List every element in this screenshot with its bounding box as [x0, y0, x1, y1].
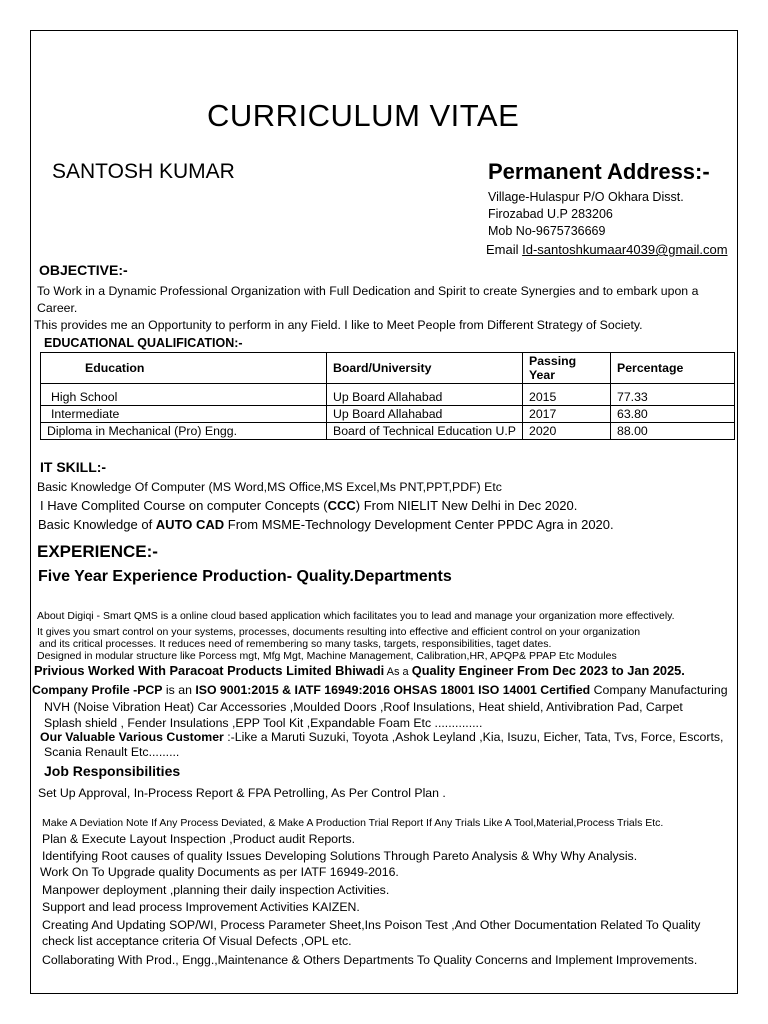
education-table: [40, 352, 735, 440]
column-header: Board/University: [327, 353, 523, 384]
document-title: CURRICULUM VITAE: [207, 98, 520, 133]
company-about: and its critical processes. It reduces need of remembering so many tasks, targets, responsibilities, taget dates.: [39, 638, 552, 650]
company-about: About Digiqi - Smart QMS is a online cloud based application which facilitates you to lead and manage your organization more effectively.: [37, 610, 675, 622]
table-cell: 88.00: [611, 423, 735, 440]
candidate-name: SANTOSH KUMAR: [52, 160, 235, 183]
column-header: Education: [41, 353, 327, 384]
email-label: Email: [486, 242, 523, 257]
company-profile-text: Splash shield , Fender Insulations ,EPP Tool Kit ,Expandable Foam Etc ..............: [44, 716, 483, 730]
it-skill-heading: IT SKILL:-: [40, 459, 107, 475]
email-address: Id-santoshkumaar4039@gmail.com: [522, 242, 728, 257]
job-responsibilities-heading: Job Responsibilities: [44, 763, 181, 779]
table-cell: 77.33: [611, 384, 735, 406]
table-cell: 2017: [523, 406, 611, 423]
table-cell: Up Board Allahabad: [327, 406, 523, 423]
list-item: Manpower deployment ,planning their daily inspection Activities.: [42, 883, 390, 897]
customers-line: Our Valuable Various Customer :-Like a Maruti Suzuki, Toyota ,Ashok Leyland ,Kia, Isuzu, Eicher, Tata, Tvs, Force, Escorts,: [40, 730, 724, 744]
column-header: Percentage: [611, 353, 735, 384]
company-about: Designed in modular structure like Porcess mgt, Mfg Mgt, Machine Management, Calibration,HR, APQP& PPAP Etc Modules: [37, 650, 617, 662]
list-item: Set Up Approval, In-Process Report & FPA Petrolling, As Per Control Plan .: [38, 786, 446, 800]
list-item: Collaborating With Prod., Engg.,Maintenance & Others Departments To Quality Concerns and Implement Improvements.: [42, 953, 698, 967]
list-item: check list acceptance criteria Of Visual Defects ,OPL etc.: [42, 934, 352, 948]
it-skill-line: Basic Knowledge of AUTO CAD From MSME-Technology Development Center PPDC Agra in 2020.: [38, 517, 614, 532]
customers-line: Scania Renault Etc.........: [44, 745, 180, 759]
list-item: Creating And Updating SOP/WI, Process Parameter Sheet,Ins Poison Test ,And Other Documentation Related To Quality: [42, 918, 701, 932]
objective-text: This provides me an Opportunity to perform in any Field. I like to Meet People from Different Strategy of Society.: [34, 318, 643, 332]
table-cell: 2020: [523, 423, 611, 440]
company-profile-text: NVH (Noise Vibration Heat) Car Accessories ,Moulded Doors ,Roof Insulations, Heat shield, Antivibration Pad, Carpet: [44, 700, 683, 714]
table-row: [41, 406, 735, 423]
list-item: Identifying Root causes of quality Issues Developing Solutions Through Pareto Analysis & Why Why Analysis.: [42, 849, 638, 863]
objective-heading: OBJECTIVE:-: [39, 262, 128, 278]
table-cell: 63.80: [611, 406, 735, 423]
table-cell: 2015: [523, 384, 611, 406]
table-header-row: [41, 353, 735, 384]
objective-text: To Work in a Dynamic Professional Organization with Full Dedication and Spirit to create Synergies and to embark upon a: [37, 284, 699, 298]
table-cell: High School: [41, 384, 327, 406]
previous-employment: Privious Worked With Paracoat Products Limited Bhiwadi As a Quality Engineer From Dec 2023 to Jan 2025.: [34, 663, 685, 678]
email-line: [486, 242, 728, 257]
experience-heading: EXPERIENCE:-: [37, 542, 158, 561]
table-cell: Intermediate: [41, 406, 327, 423]
table-row: [41, 423, 735, 440]
table-row: [41, 384, 735, 406]
phone-number: Mob No-9675736669: [488, 224, 606, 238]
table-cell: Up Board Allahabad: [327, 384, 523, 406]
address-line: Firozabad U.P 283206: [488, 207, 613, 221]
list-item: Plan & Execute Layout Inspection ,Product audit Reports.: [42, 832, 356, 846]
list-item: Support and lead process Improvement Activities KAIZEN.: [42, 900, 360, 914]
it-skill-line: Basic Knowledge Of Computer (MS Word,MS Office,MS Excel,Ms PNT,PPT,PDF) Etc: [37, 480, 502, 494]
company-profile: Company Profile -PCP is an ISO 9001:2015 & IATF 16949:2016 OHSAS 18001 ISO 14001 Certified Company Manufacturing: [32, 683, 728, 697]
address-heading: Permanent Address:-: [488, 159, 710, 184]
it-skill-line: I Have Complited Course on computer Concepts (CCC) From NIELIT New Delhi in Dec 2020.: [40, 498, 578, 513]
table-cell: Diploma in Mechanical (Pro) Engg.: [41, 423, 327, 440]
column-header: Passing Year: [523, 353, 611, 384]
objective-text: Career.: [37, 301, 78, 315]
company-about: It gives you smart control on your systems, processes, documents resulting into effective and efficient control on your organization: [37, 626, 641, 638]
list-item: Make A Deviation Note If Any Process Deviated, & Make A Production Trial Report If Any Trials Like A Tool,Material,Process Trials Etc.: [42, 817, 664, 829]
list-item: Work On To Upgrade quality Documents as per IATF 16949-2016.: [40, 865, 399, 879]
address-line: Village-Hulaspur P/O Okhara Disst.: [488, 190, 684, 204]
table-cell: Board of Technical Education U.P: [327, 423, 523, 440]
education-heading: EDUCATIONAL QUALIFICATION:-: [44, 336, 243, 350]
experience-subheading: Five Year Experience Production- Quality.Departments: [38, 568, 452, 585]
